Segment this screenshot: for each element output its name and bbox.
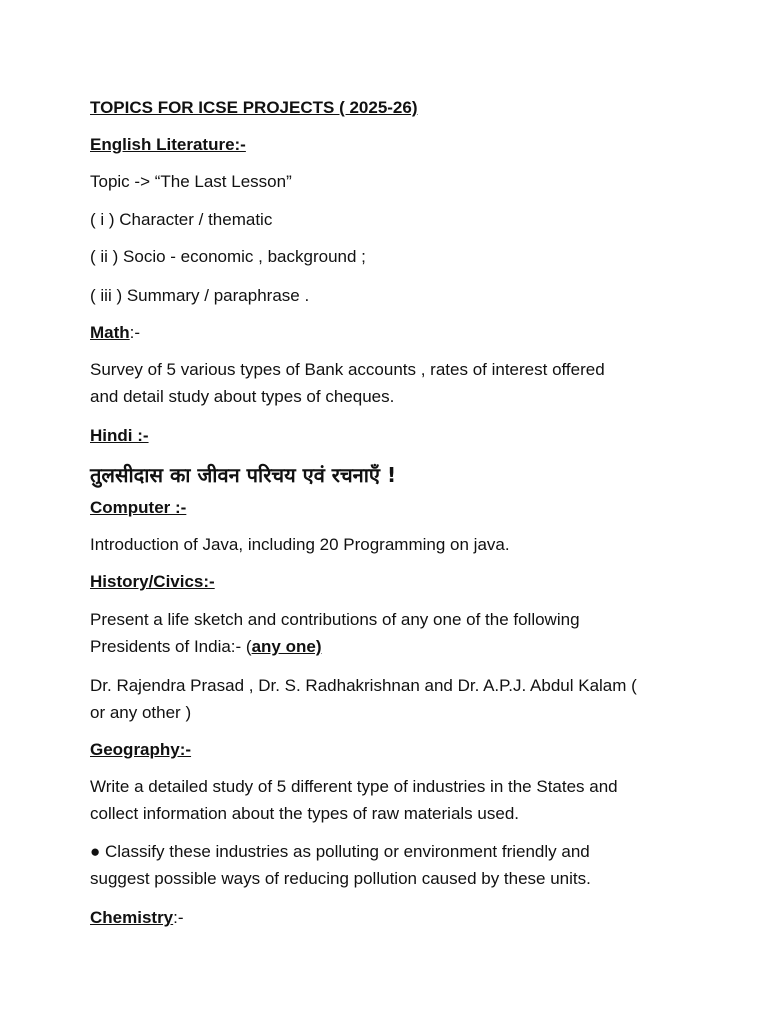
chemistry-heading-line: [90, 904, 184, 931]
hindi-text: तुलसीदास का जीवन परिचय एवं रचनाएँ !: [90, 463, 397, 487]
english-item-1: ( i ) Character / thematic: [90, 210, 273, 229]
history-names: [90, 672, 690, 726]
history-text-line-1: Present a life sketch and contributions of any one of the following: [90, 610, 580, 629]
computer-heading: Computer :-: [90, 498, 187, 517]
geography-text-line-2: collect information about the types of raw materials used.: [90, 804, 519, 823]
computer-text: Introduction of Java, including 20 Programming on java.: [90, 535, 510, 554]
math-heading-line: [90, 319, 140, 346]
geography-bullet: [90, 838, 690, 892]
history-line2-prefix: Presidents of India:- (: [90, 637, 252, 656]
english-heading: English Literature:-: [90, 135, 246, 154]
geography-bullet-line-2: suggest possible ways of reducing pollution caused by these units.: [90, 869, 591, 888]
geography-text-line-1: Write a detailed study of 5 different type of industries in the States and: [90, 777, 618, 796]
geography-bullet-line-1: ● Classify these industries as polluting or environment friendly and: [90, 842, 590, 861]
math-text-line-2: and detail study about types of cheques.: [90, 387, 395, 406]
history-heading: History/Civics:-: [90, 572, 215, 591]
math-text-line-1: Survey of 5 various types of Bank accounts , rates of interest offered: [90, 360, 605, 379]
history-text: [90, 606, 690, 660]
math-heading-suffix: :-: [129, 323, 141, 342]
math-text: [90, 356, 690, 410]
history-text-line-2: [90, 633, 690, 660]
chemistry-heading: Chemistry: [90, 908, 174, 927]
history-names-line-1: Dr. Rajendra Prasad , Dr. S. Radhakrishnan and Dr. A.P.J. Abdul Kalam (: [90, 676, 637, 695]
geography-heading: Geography:-: [90, 740, 192, 759]
english-item-3: ( iii ) Summary / paraphrase .: [90, 286, 310, 305]
english-item-2: ( ii ) Socio - economic , background ;: [90, 247, 366, 266]
math-heading: Math: [90, 323, 130, 342]
english-topic: Topic -> “The Last Lesson”: [90, 172, 292, 191]
history-names-line-2: or any other ): [90, 703, 192, 722]
hindi-heading: Hindi :-: [90, 426, 149, 445]
geography-text: [90, 773, 690, 827]
chemistry-heading-suffix: :-: [173, 908, 184, 927]
document-title: TOPICS FOR ICSE PROJECTS ( 2025-26): [90, 98, 418, 117]
history-any-one: any one): [251, 637, 322, 656]
